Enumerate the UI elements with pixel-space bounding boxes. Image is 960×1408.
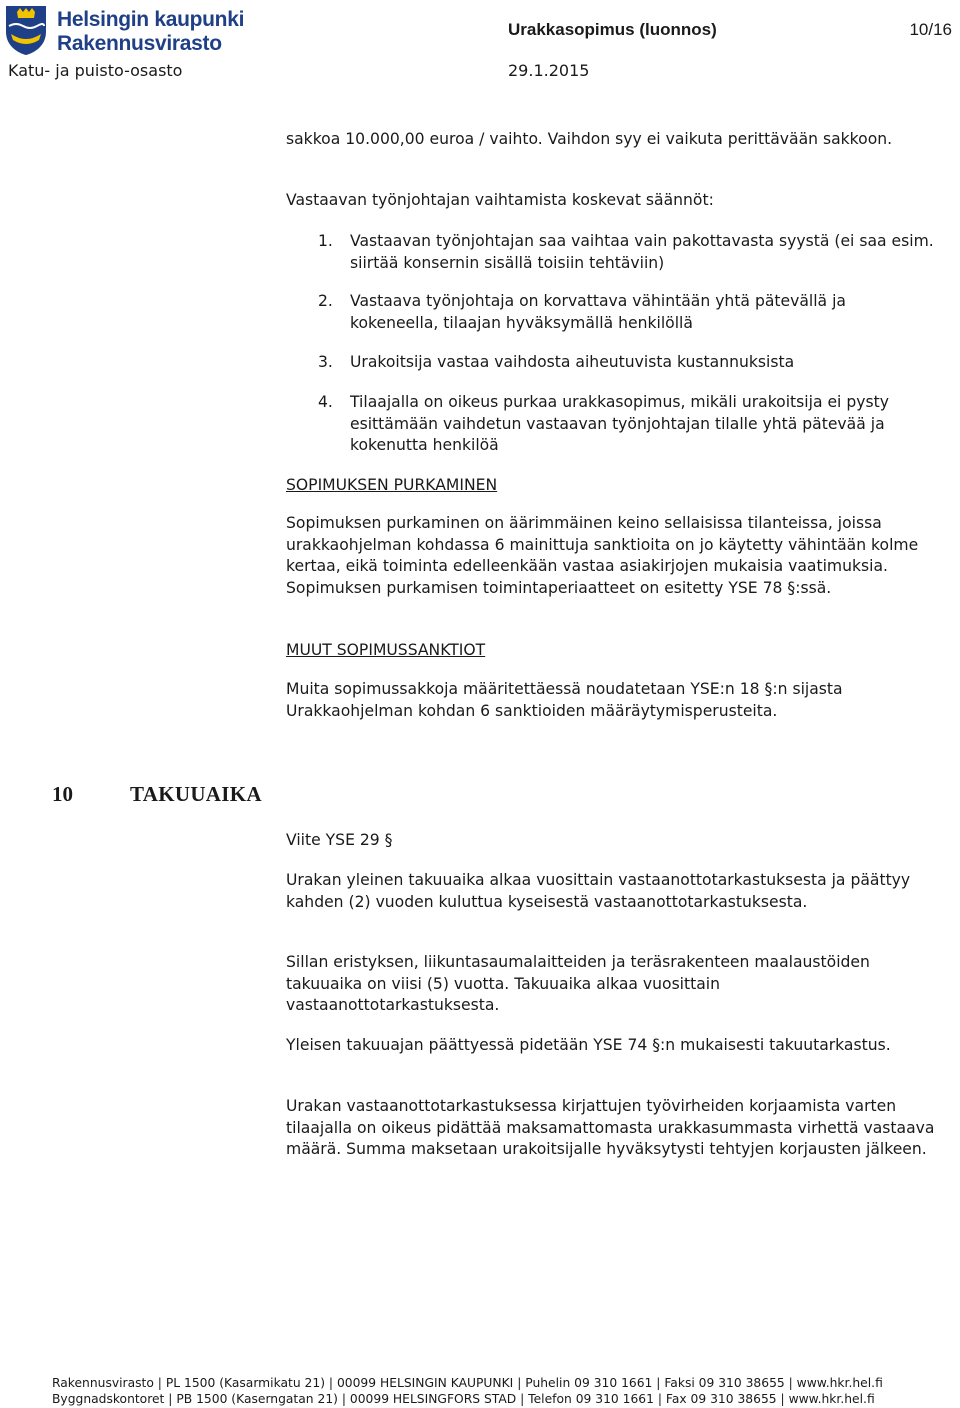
paragraph-fine: sakkoa 10.000,00 euroa / vaihto. Vaihdon syy ei vaikuta perittävään sakkoon. [286,130,893,148]
subheading-other-sanctions: MUUT SOPIMUSSANKTIOT [286,641,486,659]
paragraph-termination: Sopimuksen purkaminen on äärimmäinen keino sellaisissa tilanteissa, joissa urakkaohjelman kohdassa 6 mainittuja sanktioita on jo käytetty vähintään kolme kertaa, eikä toiminta edelleenkään vastaa asiakirjojen mukaisia vaatimuksia. Sopimuksen purkamisen toimintaperiaatteet on esitetty YSE 78 §:ssä. [286,514,919,597]
paragraph-rules-intro: Vastaavan työnjohtajan vaihtamista koskevat säännöt: [286,191,714,209]
paragraph-warranty-bridge: Sillan eristyksen, liikuntasaumalaitteiden ja teräsrakenteen maalaustöiden takuuaika on viisi (5) vuotta. Takuuaika alkaa vuosittain vastaanottotarkastuksesta. [286,953,870,1014]
footer-line-swedish: Byggnadskontoret | PB 1500 (Kaserngatan 21) | 00099 HELSINGFORS STAD | Telefon 09 310 1661 | Fax 09 310 38655 | www.hkr.hel.fi [52,1392,875,1406]
list-item-text: Vastaavan työnjohtajan saa vaihtaa vain pakottavasta syystä (ei saa esim. siirtää konsernin sisällä toisiin tehtäviin) [350,232,934,272]
list-item-text: Urakoitsija vastaa vaihdosta aiheutuvista kustannuksista [350,353,795,371]
list-item-number: 2. [318,292,333,310]
org-name: Helsingin kaupunki [57,8,245,31]
helsinki-crest-icon [4,4,48,56]
section-number: 10 [52,782,73,806]
list-item-number: 1. [318,232,333,250]
subheading-termination: SOPIMUKSEN PURKAMINEN [286,476,498,494]
document-date: 29.1.2015 [508,61,590,80]
paragraph-warranty-defects: Urakan vastaanottotarkastuksessa kirjattujen työvirheiden korjaamista varten tilaajalla on oikeus pidättää maksamattomasta urakkasummasta virhettä vastaava määrä. Summa maksetaan urakoitsijalle hyväksytysti tehtyjen korjausten jälkeen. [286,1097,935,1158]
department: Katu- ja puisto-osasto [8,61,183,80]
paragraph-other-sanctions: Muita sopimussakkoja määritettäessä noudatetaan YSE:n 18 §:n sijasta Urakkaohjelman kohdan 6 sanktioiden määräytymisperusteita. [286,680,843,720]
org-unit: Rakennusvirasto [57,32,222,55]
footer-line-finnish: Rakennusvirasto | PL 1500 (Kasarmikatu 21) | 00099 HELSINGIN KAUPUNKI | Puhelin 09 310 1661 | Faksi 09 310 38655 | www.hkr.hel.fi [52,1376,883,1390]
list-item-number: 3. [318,353,333,371]
reference-line: Viite YSE 29 § [286,831,393,849]
document-title: Urakkasopimus (luonnos) [508,20,717,39]
list-item-text: Vastaava työnjohtaja on korvattava vähintään yhtä pätevällä ja kokeneella, tilaajan hyväksymällä henkilöllä [350,292,846,332]
paragraph-warranty-inspection: Yleisen takuuajan päättyessä pidetään YSE 74 §:n mukaisesti takuutarkastus. [286,1036,891,1054]
paragraph-warranty-general: Urakan yleinen takuuaika alkaa vuosittain vastaanottotarkastuksesta ja päättyy kahden (2) vuoden kuluttua kyseisestä vastaanottotarkastuksesta. [286,871,911,911]
page-number: 10/16 [909,20,952,39]
section-title: TAKUUAIKA [130,782,262,806]
list-item-text: Tilaajalla on oikeus purkaa urakkasopimus, mikäli urakoitsija ei pysty esittämään vaihdetun vastaavan työnjohtajan tilalle yhtä pätevää ja kokenutta henkilöä [350,393,889,454]
list-item-number: 4. [318,393,333,411]
